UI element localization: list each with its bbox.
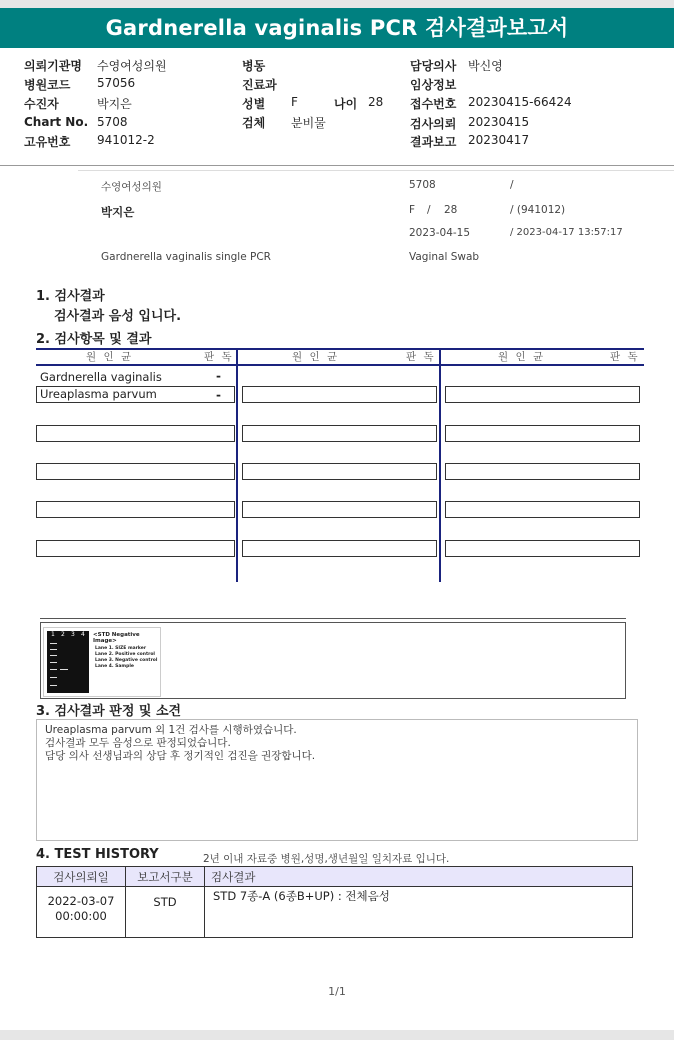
gel-title: <STD Negative Image> <box>93 632 140 644</box>
receipt-no-label: 접수번호 <box>410 97 457 111</box>
result-row-2-pathogen: Ureaplasma parvum <box>40 387 157 401</box>
result-empty-cell <box>242 501 437 518</box>
result-row-2-judgement: - <box>216 388 221 402</box>
age-label: 나이 <box>334 97 358 111</box>
result-row-1-pathogen: Gardnerella vaginalis <box>40 370 162 384</box>
chart-label: Chart No. <box>24 115 89 129</box>
col-judgement-3: 판 독 <box>610 351 640 363</box>
result-empty-cell <box>445 386 640 403</box>
result-empty-cell <box>445 425 640 442</box>
gel-image <box>43 627 161 697</box>
receipt-no-value: 20230415-66424 <box>468 95 572 109</box>
history-table <box>36 866 633 938</box>
section4-title: 4. TEST HISTORY <box>36 847 159 862</box>
history-header-type: 보고서구분 <box>126 867 205 887</box>
hospital-code-value: 57056 <box>97 76 136 90</box>
result-empty-cell <box>445 540 640 557</box>
history-header-result: 검사결과 <box>205 867 633 887</box>
history-type: STD <box>126 887 205 938</box>
history-header-date: 검사의뢰일 <box>37 867 126 887</box>
specimen-value: 분비물 <box>291 116 326 130</box>
table-row <box>37 887 633 938</box>
opinion-line-1: Ureaplasma parvum 외 1건 검사를 시행하였습니다. <box>45 724 297 736</box>
info-divider <box>78 170 674 171</box>
result-empty-cell <box>242 425 437 442</box>
institution-value: 수영여성의원 <box>97 59 167 73</box>
gel-band <box>50 643 57 644</box>
gel-band <box>50 662 57 663</box>
col-pathogen-1: 원 인 균 <box>86 351 134 363</box>
gel-band <box>50 677 57 678</box>
clinical-label: 임상정보 <box>410 78 457 92</box>
info-patient: 박지은 <box>101 205 135 219</box>
gel-band <box>60 669 68 670</box>
dept-label: 진료과 <box>242 78 277 92</box>
gel-band <box>50 655 57 656</box>
gel-photo <box>47 631 89 693</box>
unique-label: 고유번호 <box>24 135 71 149</box>
sex-value: F <box>291 95 298 109</box>
section1-title: 1. 검사결과 <box>36 289 105 304</box>
col-pathogen-3: 원 인 균 <box>498 351 546 363</box>
institution-label: 의뢰기관명 <box>24 59 82 73</box>
report-label: 결과보고 <box>410 135 457 149</box>
result-empty-cell <box>242 463 437 480</box>
header-divider <box>0 165 674 166</box>
gel-top-rule <box>40 618 626 619</box>
col-pathogen-2: 원 인 균 <box>292 351 340 363</box>
chart-value: 5708 <box>97 115 128 129</box>
gel-note-3: Lane 3. Negative control <box>95 658 158 663</box>
hospital-code-label: 병원코드 <box>24 78 71 92</box>
doctor-value: 박신영 <box>468 59 503 73</box>
gel-band <box>50 669 57 670</box>
top-strip <box>0 0 674 8</box>
history-result: STD 7종-A (6종B+UP) : 전체음성 <box>205 887 633 938</box>
info-reported: / 2023-04-17 13:57:17 <box>510 227 623 238</box>
sex-label: 성별 <box>242 97 266 111</box>
info-unique: / (941012) <box>510 204 566 216</box>
bottom-strip <box>0 1030 674 1040</box>
result-empty-cell <box>36 425 235 442</box>
gel-band <box>50 649 57 650</box>
history-time: 00:00:00 <box>55 909 107 923</box>
result-empty-cell <box>36 463 235 480</box>
info-chart: 5708 <box>409 179 436 191</box>
report-title: Gardnerella vaginalis PCR 검사결과보고서 <box>0 8 674 48</box>
doctor-label: 담당의사 <box>410 59 457 73</box>
patient-value: 박지은 <box>97 97 132 111</box>
result-row-2-cell <box>36 386 235 403</box>
info-test: Gardnerella vaginalis single PCR <box>101 251 271 263</box>
specimen-label: 검체 <box>242 116 266 130</box>
gel-lane-2: 2 <box>61 631 65 638</box>
unique-value: 941012-2 <box>97 133 155 147</box>
info-sample: Vaginal Swab <box>409 251 480 263</box>
section3-title: 3. 검사결과 판정 및 소견 <box>36 704 182 719</box>
history-date: 2022-03-07 <box>47 894 115 908</box>
info-received: 2023-04-15 <box>409 227 471 239</box>
section1-summary: 검사결과 음성 입니다. <box>54 309 182 324</box>
col-judgement-1: 판 독 <box>204 351 234 363</box>
history-date-cell <box>37 887 126 938</box>
result-empty-cell <box>242 386 437 403</box>
gel-lane-4: 4 <box>81 631 85 638</box>
section2-title: 2. 검사항목 및 결과 <box>36 332 152 347</box>
result-empty-cell <box>36 501 235 518</box>
col-divider-2 <box>439 348 441 582</box>
opinion-box <box>36 719 638 841</box>
gel-band <box>50 685 57 686</box>
info-sex: F <box>409 204 416 216</box>
gel-note-4: Lane 4. Sample <box>95 664 134 669</box>
request-value: 20230415 <box>468 115 530 129</box>
result-empty-cell <box>36 540 235 557</box>
result-empty-cell <box>445 463 640 480</box>
opinion-line-2: 검사결과 모두 음성으로 판정되었습니다. <box>45 737 231 749</box>
info-sep: / <box>427 204 431 216</box>
section4-note: 2년 이내 자료중 병원,성명,생년월일 일치자료 입니다. <box>203 853 450 865</box>
gel-note-2: Lane 2. Positive control <box>95 652 155 657</box>
patient-label: 수진자 <box>24 97 59 111</box>
result-empty-cell <box>445 501 640 518</box>
info-slash: / <box>510 179 514 191</box>
gel-lane-1: 1 <box>51 631 55 638</box>
age-value: 28 <box>368 95 384 109</box>
opinion-line-3: 담당 의사 선생님과의 상담 후 정기적인 검진을 권장합니다. <box>45 750 316 762</box>
report-value: 20230417 <box>468 133 530 147</box>
ward-label: 병동 <box>242 59 266 73</box>
info-institution: 수영여성의원 <box>101 181 162 193</box>
result-row-1-judgement: - <box>216 369 221 383</box>
result-empty-cell <box>242 540 437 557</box>
page-number: 1/1 <box>328 985 346 998</box>
col-divider-1 <box>236 348 238 582</box>
gel-note-1: Lane 1. SIZE marker <box>95 646 147 651</box>
col-judgement-2: 판 독 <box>406 351 436 363</box>
gel-lane-3: 3 <box>71 631 75 638</box>
request-label: 검사의뢰 <box>410 117 457 131</box>
info-age: 28 <box>444 204 458 216</box>
